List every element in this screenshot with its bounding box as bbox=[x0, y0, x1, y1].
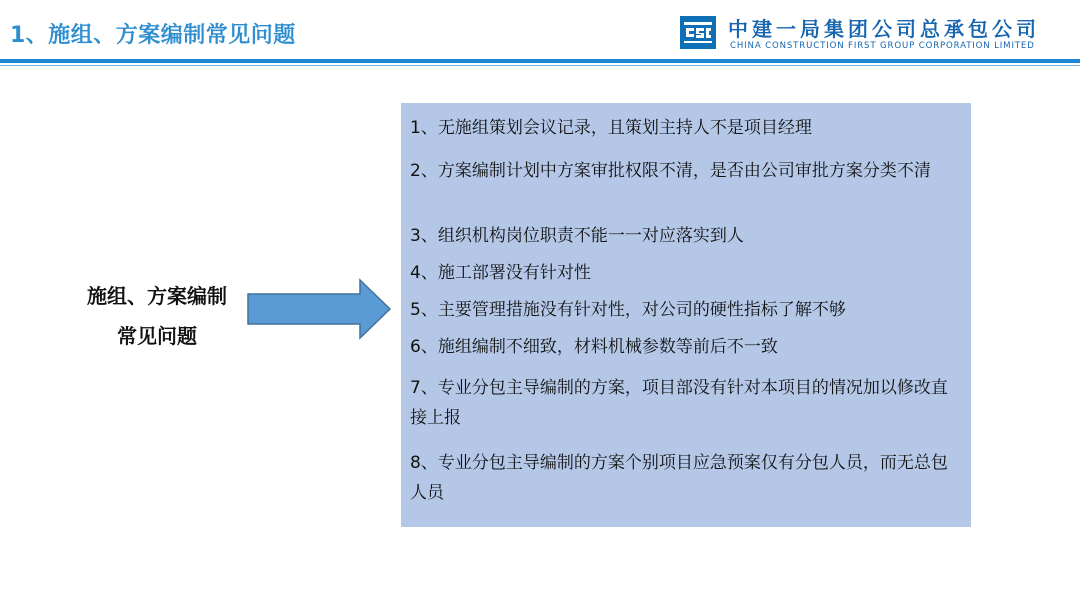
header-divider bbox=[0, 59, 1080, 63]
cscec-logo-icon bbox=[680, 16, 716, 49]
issue-item: 8、专业分包主导编制的方案个别项目应急预案仅有分包人员，而无总包人员 bbox=[410, 453, 948, 503]
issues-panel bbox=[401, 103, 971, 527]
topic-label bbox=[62, 276, 252, 356]
slide-header bbox=[0, 0, 1080, 66]
issue-item: 4、施工部署没有针对性 bbox=[410, 263, 591, 283]
company-name-cn: 中建一局集团公司总承包公司 bbox=[728, 17, 1040, 41]
issue-item: 2、方案编制计划中方案审批权限不清，是否由公司审批方案分类不清 bbox=[410, 161, 931, 181]
right-arrow-icon bbox=[246, 278, 394, 344]
topic-label-line2: 常见问题 bbox=[117, 324, 197, 348]
header-divider-thin bbox=[0, 65, 1080, 66]
topic-label-line1: 施组、方案编制 bbox=[87, 284, 227, 308]
issue-item: 7、专业分包主导编制的方案，项目部没有针对本项目的情况加以修改直接上报 bbox=[410, 378, 948, 428]
issue-item: 5、主要管理措施没有针对性，对公司的硬性指标了解不够 bbox=[410, 300, 846, 320]
company-logo-block bbox=[676, 13, 1076, 53]
issue-item: 6、施组编制不细致，材料机械参数等前后不一致 bbox=[410, 337, 778, 357]
slide-title: 1、施组、方案编制常见问题 bbox=[10, 23, 296, 48]
issue-item: 1、无施组策划会议记录，且策划主持人不是项目经理 bbox=[410, 118, 812, 138]
company-name-en: CHINA CONSTRUCTION FIRST GROUP CORPORATION LIMITED bbox=[730, 41, 1035, 51]
issue-item: 3、组织机构岗位职责不能一一对应落实到人 bbox=[410, 226, 744, 246]
